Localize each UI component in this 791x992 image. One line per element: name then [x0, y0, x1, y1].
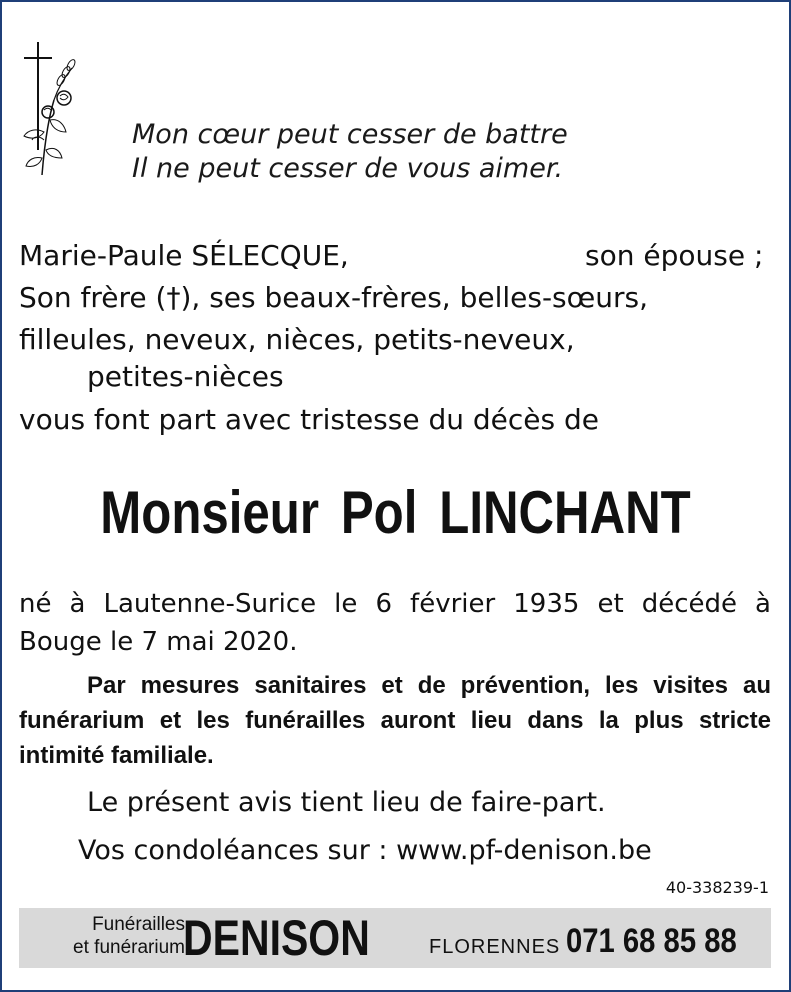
family-announcement	[19, 235, 779, 441]
spouse-row	[19, 235, 779, 277]
family-line-2: Son frère (†), ses beaux-frères, belles-sœurs,	[19, 281, 649, 314]
reference-number: 40-338239-1	[665, 878, 769, 897]
funeral-home-label-line-2: et funérarium	[73, 937, 185, 958]
funeral-home-phone: 071 68 85 88	[566, 922, 737, 960]
funeral-home-label-line-1: Funérailles	[92, 914, 185, 935]
deceased-name: Monsieur Pol LINCHANT	[100, 479, 691, 546]
spouse-name: Marie-Paule SÉLECQUE,	[19, 239, 349, 272]
spouse-role: son épouse ;	[585, 239, 764, 272]
birth-death-dates: né à Lautenne-Surice le 6 février 1935 et décédé à Bouge le 7 mai 2020.	[19, 589, 771, 657]
announce-line: vous font part avec tristesse du décès de	[19, 403, 600, 436]
funeral-home-banner	[19, 908, 771, 968]
cross-with-flowers-icon	[14, 40, 84, 190]
funeral-home-label	[27, 913, 185, 959]
verse-line-1: Mon cœur peut cesser de battre	[132, 119, 568, 150]
family-line-3: filleules, neveux, nièces, petits-neveux,	[19, 323, 575, 356]
condolences-line: Vos condoléances sur : www.pf-denison.be	[78, 835, 652, 866]
notice-replaces-announcement: Le présent avis tient lieu de faire-part.	[87, 787, 606, 818]
family-line-4: petites-nièces	[87, 360, 284, 393]
funeral-home-city: FLORENNES	[429, 936, 561, 958]
funeral-home-brand: DENISON	[183, 910, 370, 966]
verse	[132, 118, 568, 186]
sanitary-notice: Par mesures sanitaires et de prévention, les visites au funérarium et les funérailles auront lieu dans la plus stricte intimité familiale.	[19, 672, 771, 769]
verse-line-2: Il ne peut cesser de vous aimer.	[132, 153, 564, 184]
